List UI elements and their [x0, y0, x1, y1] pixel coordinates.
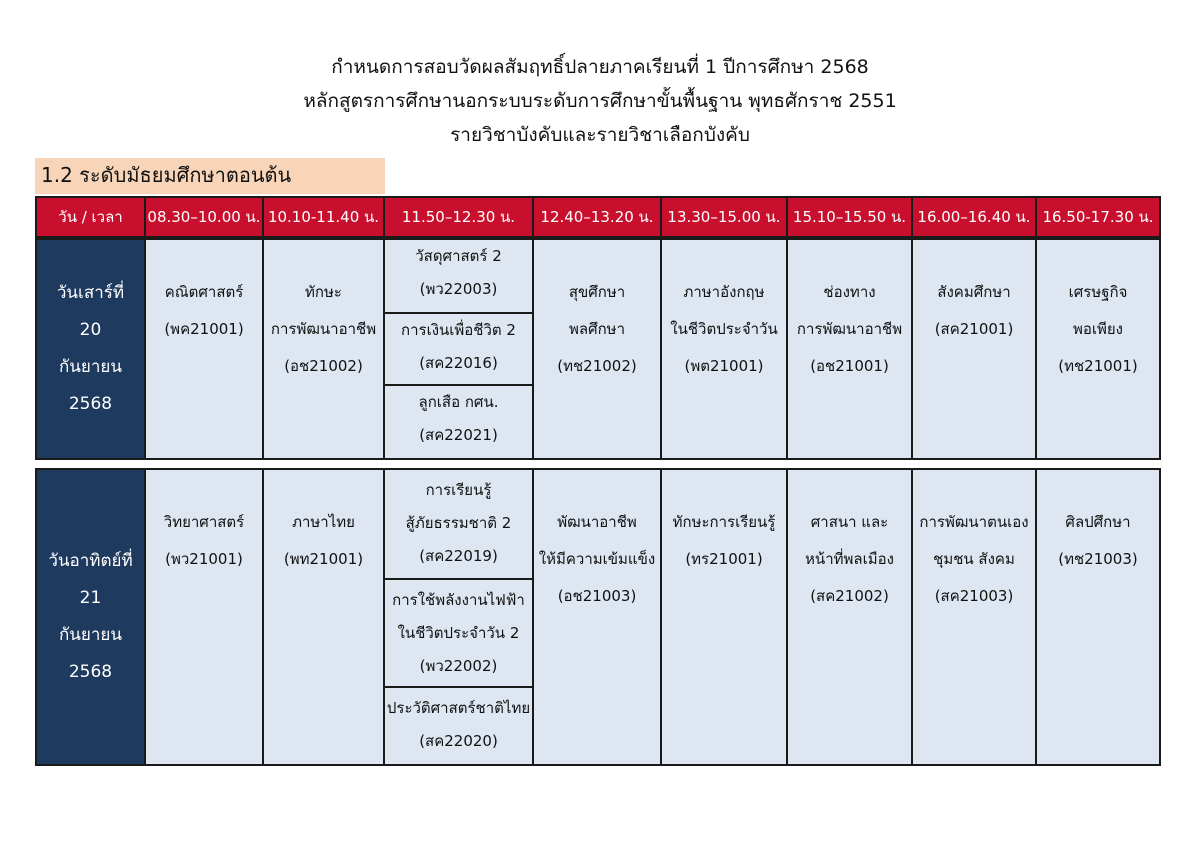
subject-name: วัสดุศาสตร์ 2 — [415, 247, 502, 265]
exam-slot — [263, 239, 384, 459]
subject-name: ให้มีความเข้มแข็ง — [538, 550, 656, 568]
sub-exam — [385, 688, 532, 764]
subject-name: ชุมชน สังคม — [933, 550, 1015, 568]
exam-slot — [661, 239, 787, 459]
exam-slot — [661, 469, 787, 765]
subject-code: (สค21001) — [934, 320, 1014, 338]
subject-name: สู้ภัยธรรมชาติ 2 — [405, 514, 512, 532]
day-saturday — [36, 239, 145, 459]
exam-slot — [912, 239, 1036, 459]
document-titles — [0, 50, 1200, 152]
subject-code: (พว22002) — [419, 657, 498, 675]
subject-name: ภาษาอังกฤษ — [683, 283, 765, 301]
sub-exam — [385, 240, 532, 314]
subject-name: ศิลปศึกษา — [1065, 513, 1131, 531]
day-year: 2568 — [68, 662, 113, 682]
subject-code: (ทช21001) — [1058, 357, 1138, 375]
subject-code: (อช21002) — [284, 357, 363, 375]
exam-slot — [145, 239, 263, 459]
day-date: 21 — [79, 588, 102, 608]
subject-name: การพัฒนาตนเอง — [919, 513, 1029, 531]
subject-code: (สค22016) — [419, 354, 498, 372]
exam-slot — [1036, 239, 1160, 459]
exam-slot-multi — [384, 469, 533, 765]
header-time-8: 16.50-17.30 น. — [1036, 197, 1160, 237]
subject-code: (อช21003) — [557, 587, 637, 605]
section-heading: 1.2 ระดับมัธยมศึกษาตอนต้น — [35, 158, 385, 194]
exam-slot — [263, 469, 384, 765]
subject-name: สังคมศึกษา — [937, 283, 1011, 301]
day-month: กันยายน — [58, 625, 122, 645]
subject-code: (สค21003) — [934, 587, 1014, 605]
title-line-2: หลักสูตรการศึกษานอกระบบระดับการศึกษาขั้นพื้นฐาน พุทธศักราช 2551 — [303, 90, 897, 112]
day-name: วันอาทิตย์ที่ — [48, 551, 133, 571]
subject-name: คณิตศาสตร์ — [164, 283, 244, 301]
subject-code: (พท21001) — [283, 550, 364, 568]
subject-code: (สค22020) — [419, 732, 498, 750]
subject-code: (พว21001) — [165, 550, 243, 568]
exam-slot — [1036, 469, 1160, 765]
subject-code: (ทร21001) — [685, 550, 763, 568]
subject-name: เศรษฐกิจ — [1068, 283, 1128, 301]
subject-code: (สค22021) — [419, 426, 498, 444]
exam-slot — [533, 239, 661, 459]
subject-code: (ทช21002) — [557, 357, 637, 375]
subject-name: พอเพียง — [1072, 320, 1124, 338]
subject-name: ศาสนา และ — [810, 513, 889, 531]
saturday-schedule — [35, 238, 1161, 460]
subject-code: (สค22019) — [419, 547, 498, 565]
sub-exam — [385, 314, 532, 386]
sub-exam — [385, 386, 532, 456]
subject-name: ช่องทาง — [823, 283, 876, 301]
header-time-3: 11.50–12.30 น. — [384, 197, 533, 237]
subject-name: ในชีวิตประจำวัน — [670, 320, 778, 338]
subject-name: วิทยาศาสตร์ — [163, 513, 245, 531]
subject-code: (สค21002) — [810, 587, 889, 605]
subject-name: การพัฒนาอาชีพ — [270, 320, 377, 338]
sub-exam — [385, 580, 532, 688]
subject-code: (พค21001) — [164, 320, 244, 338]
exam-slot-multi — [384, 239, 533, 459]
exam-slot — [145, 469, 263, 765]
subject-code: (อช21001) — [810, 357, 889, 375]
subject-name: สุขศึกษา — [568, 283, 626, 301]
header-time-5: 13.30–15.00 น. — [661, 197, 787, 237]
subject-name: พัฒนาอาชีพ — [557, 513, 637, 531]
exam-slot — [912, 469, 1036, 765]
exam-slot — [787, 239, 912, 459]
subject-name: ประวัติศาสตร์ชาติไทย — [386, 699, 531, 717]
subject-name: การใช้พลังงานไฟฟ้า — [392, 591, 525, 609]
subject-name: ภาษาไทย — [292, 513, 355, 531]
subject-name: การพัฒนาอาชีพ — [796, 320, 903, 338]
subject-name: การเรียนรู้ — [425, 481, 492, 499]
subject-name: ทักษะ — [305, 283, 342, 301]
subject-code: (พต21001) — [684, 357, 764, 375]
header-time-2: 10.10-11.40 น. — [263, 197, 384, 237]
subject-name: ลูกเสือ กศน. — [418, 393, 499, 411]
title-line-3: รายวิชาบังคับและรายวิชาเลือกบังคับ — [450, 124, 750, 146]
header-time-6: 15.10–15.50 น. — [787, 197, 912, 237]
subject-name: หน้าที่พลเมือง — [805, 550, 894, 568]
schedule-header — [35, 196, 1161, 238]
header-day-time: วัน / เวลา — [36, 197, 145, 237]
day-name: วันเสาร์ที่ — [56, 283, 125, 303]
day-date: 20 — [79, 320, 102, 340]
sub-exam — [385, 470, 532, 580]
sunday-schedule — [35, 468, 1161, 766]
header-time-1: 08.30–10.00 น. — [145, 197, 263, 237]
day-month: กันยายน — [58, 357, 122, 377]
subject-code: (พว22003) — [419, 280, 498, 298]
exam-slot — [533, 469, 661, 765]
header-time-4: 12.40–13.20 น. — [533, 197, 661, 237]
subject-name: การเงินเพื่อชีวิต 2 — [401, 321, 516, 339]
title-line-1: กำหนดการสอบวัดผลสัมฤทธิ์ปลายภาคเรียนที่ 1 ปีการศึกษา 2568 — [331, 56, 869, 78]
exam-slot — [787, 469, 912, 765]
subject-code: (ทช21003) — [1058, 550, 1138, 568]
header-time-7: 16.00–16.40 น. — [912, 197, 1036, 237]
subject-name: ในชีวิตประจำวัน 2 — [397, 624, 520, 642]
day-year: 2568 — [68, 394, 113, 414]
subject-name: ทักษะการเรียนรู้ — [672, 513, 776, 531]
subject-name: พลศึกษา — [569, 320, 625, 338]
day-sunday — [36, 469, 145, 765]
